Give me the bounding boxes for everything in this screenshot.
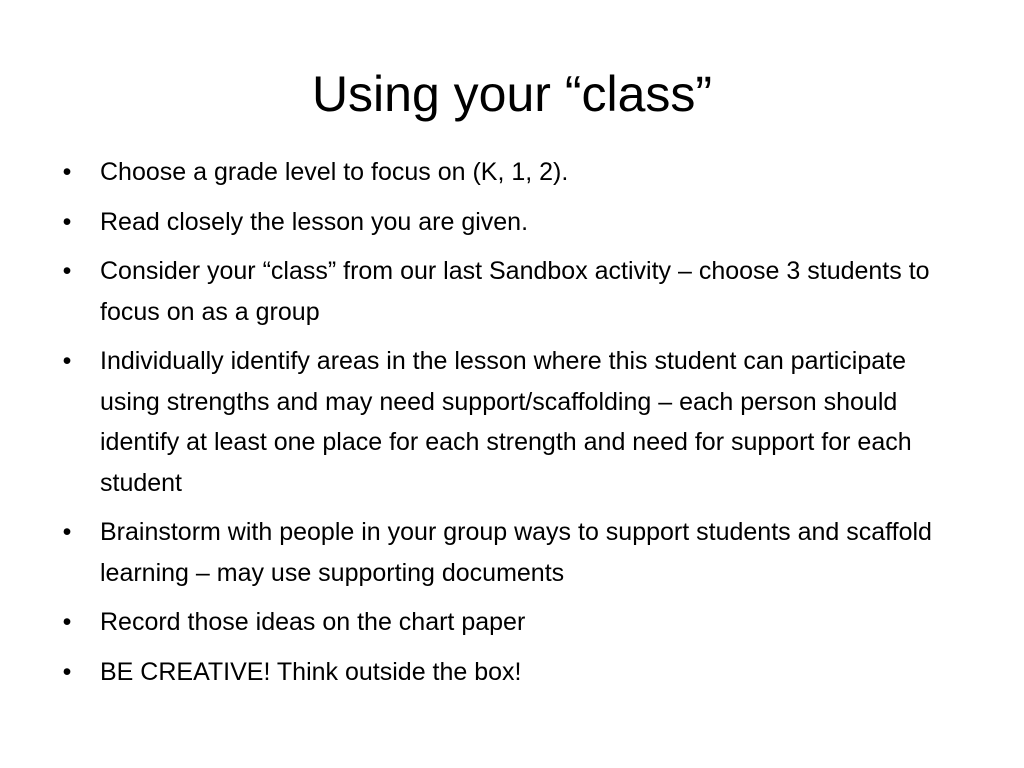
bullet-text: Choose a grade level to focus on (K, 1, 2). — [100, 158, 569, 186]
slide-title: Using your “class” — [311, 66, 713, 122]
bullet-text: Brainstorm with people in your group ways to support students and scaffold learning – may use supporting documents — [100, 518, 932, 587]
bullet-icon: • — [62, 158, 72, 186]
bullet-text: Consider your “class” from our last Sandbox activity – choose 3 students to focus on as a group — [100, 257, 930, 326]
bullet-text: Read closely the lesson you are given. — [100, 207, 529, 236]
bullet-item — [60, 602, 970, 643]
bullet-icon: • — [62, 518, 72, 546]
bullet-item — [60, 202, 970, 243]
bullet-item — [60, 152, 970, 193]
bullet-item — [60, 652, 970, 693]
bullet-icon: • — [62, 347, 72, 375]
bullet-list — [60, 152, 970, 701]
bullet-text: Record those ideas on the chart paper — [100, 608, 526, 636]
bullet-item — [60, 251, 970, 332]
bullet-icon: • — [62, 657, 72, 686]
bullet-icon: • — [62, 257, 72, 285]
bullet-item — [60, 341, 970, 503]
bullet-text: BE CREATIVE! Think outside the box! — [100, 657, 522, 686]
bullet-icon: • — [62, 207, 72, 236]
bullet-item — [60, 512, 970, 593]
bullet-text: Individually identify areas in the lesson where this student can participate using strengths and may need support/scaffolding – each person should identify at least one place for each strength and need for support for each student — [100, 347, 912, 497]
bullet-icon: • — [62, 608, 72, 636]
